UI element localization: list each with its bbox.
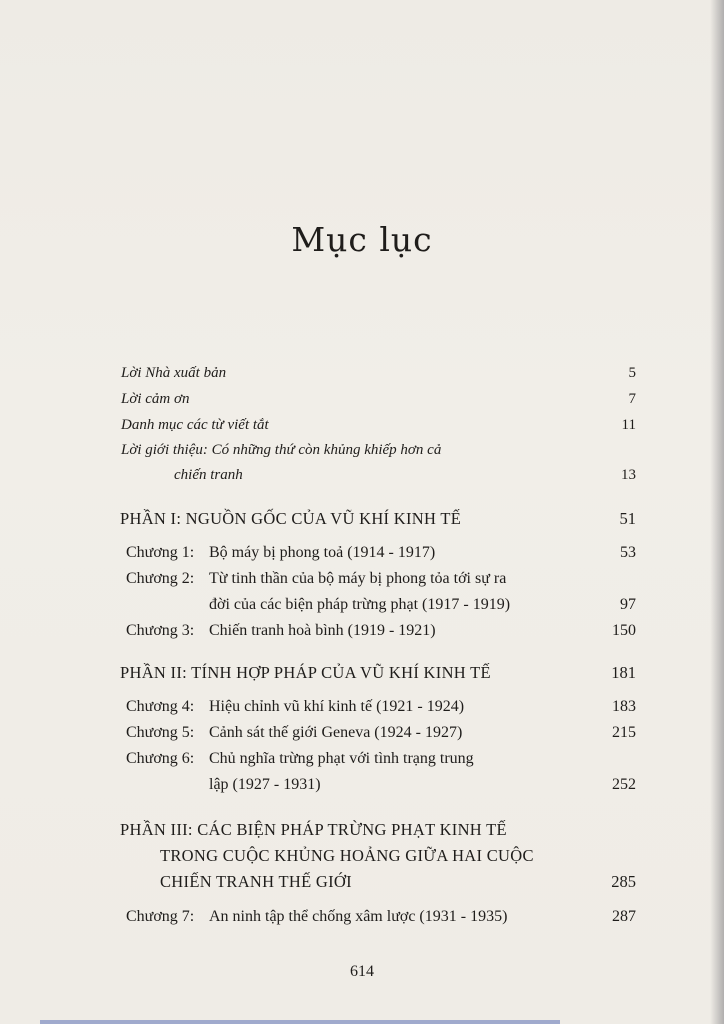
chapter-label: Chương 7: <box>126 908 195 925</box>
chapter-page: 150 <box>612 622 636 639</box>
part-title: PHẦN III: CÁC BIỆN PHÁP TRỪNG PHẠT KINH TẾ <box>120 820 507 839</box>
chapter-title: Hiệu chỉnh vũ khí kinh tế (1921 - 1924) <box>209 698 465 715</box>
page-number: 614 <box>350 963 374 980</box>
part-page: 51 <box>619 509 636 528</box>
chapter-title: Chủ nghĩa trừng phạt với tình trạng trung <box>209 750 474 767</box>
chapter-label: Chương 5: <box>126 724 195 741</box>
toc-entry-page: 5 <box>628 365 636 381</box>
toc-entry-label: Danh mục các từ viết tắt <box>121 417 269 433</box>
chapter-title: Chiến tranh hoà bình (1919 - 1921) <box>209 622 436 639</box>
toc-entry-page: 13 <box>621 467 636 483</box>
part-title: PHẦN I: NGUỒN GỐC CỦA VŨ KHÍ KINH TẾ <box>120 509 462 528</box>
toc-entry-label: Lời Nhà xuất bản <box>121 365 227 381</box>
toc-entry-page: 7 <box>628 391 636 407</box>
part-page: 181 <box>611 663 636 682</box>
chapter-title: Cảnh sát thế giới Geneva (1924 - 1927) <box>209 724 463 741</box>
page-title: Mục lục <box>291 220 433 259</box>
chapter-label: Chương 6: <box>126 750 195 767</box>
chapter-page: 53 <box>620 544 636 561</box>
chapter-label: Chương 3: <box>126 622 195 639</box>
part-title: PHẦN II: TÍNH HỢP PHÁP CỦA VŨ KHÍ KINH TẾ <box>120 663 491 682</box>
toc-entry-label: Lời giới thiệu: Có những thứ còn khủng khiếp hơn cả <box>121 442 442 458</box>
toc-entry-label: Lời cảm ơn <box>121 391 190 407</box>
chapter-label: Chương 2: <box>126 570 195 587</box>
chapter-title: Từ tinh thần của bộ máy bị phong tỏa tới sự ra <box>209 570 507 587</box>
chapter-title-continued: đời của các biện pháp trừng phạt (1917 - 1919) <box>209 596 511 613</box>
toc-entry-page: 11 <box>621 417 636 433</box>
chapter-page: 183 <box>612 698 636 715</box>
chapter-label: Chương 4: <box>126 698 195 715</box>
part-title-continued: CHIẾN TRANH THẾ GIỚI <box>160 872 352 891</box>
chapter-title: An ninh tập thể chống xâm lược (1931 - 1935) <box>209 908 508 925</box>
chapter-title-continued: lập (1927 - 1931) <box>209 776 321 793</box>
chapter-page: 97 <box>620 596 636 613</box>
part-page: 285 <box>611 872 636 891</box>
toc-entry-label-continued: chiến tranh <box>174 467 243 483</box>
part-title-continued: TRONG CUỘC KHỦNG HOẢNG GIỮA HAI CUỘC <box>160 846 534 865</box>
chapter-label: Chương 1: <box>126 544 195 561</box>
chapter-title: Bộ máy bị phong toả (1914 - 1917) <box>209 544 436 561</box>
scan-edge-strip <box>40 1020 560 1024</box>
chapter-page: 252 <box>612 776 636 793</box>
chapter-page: 215 <box>612 724 636 741</box>
page-edge-shadow <box>710 0 724 1024</box>
chapter-page: 287 <box>612 908 636 925</box>
